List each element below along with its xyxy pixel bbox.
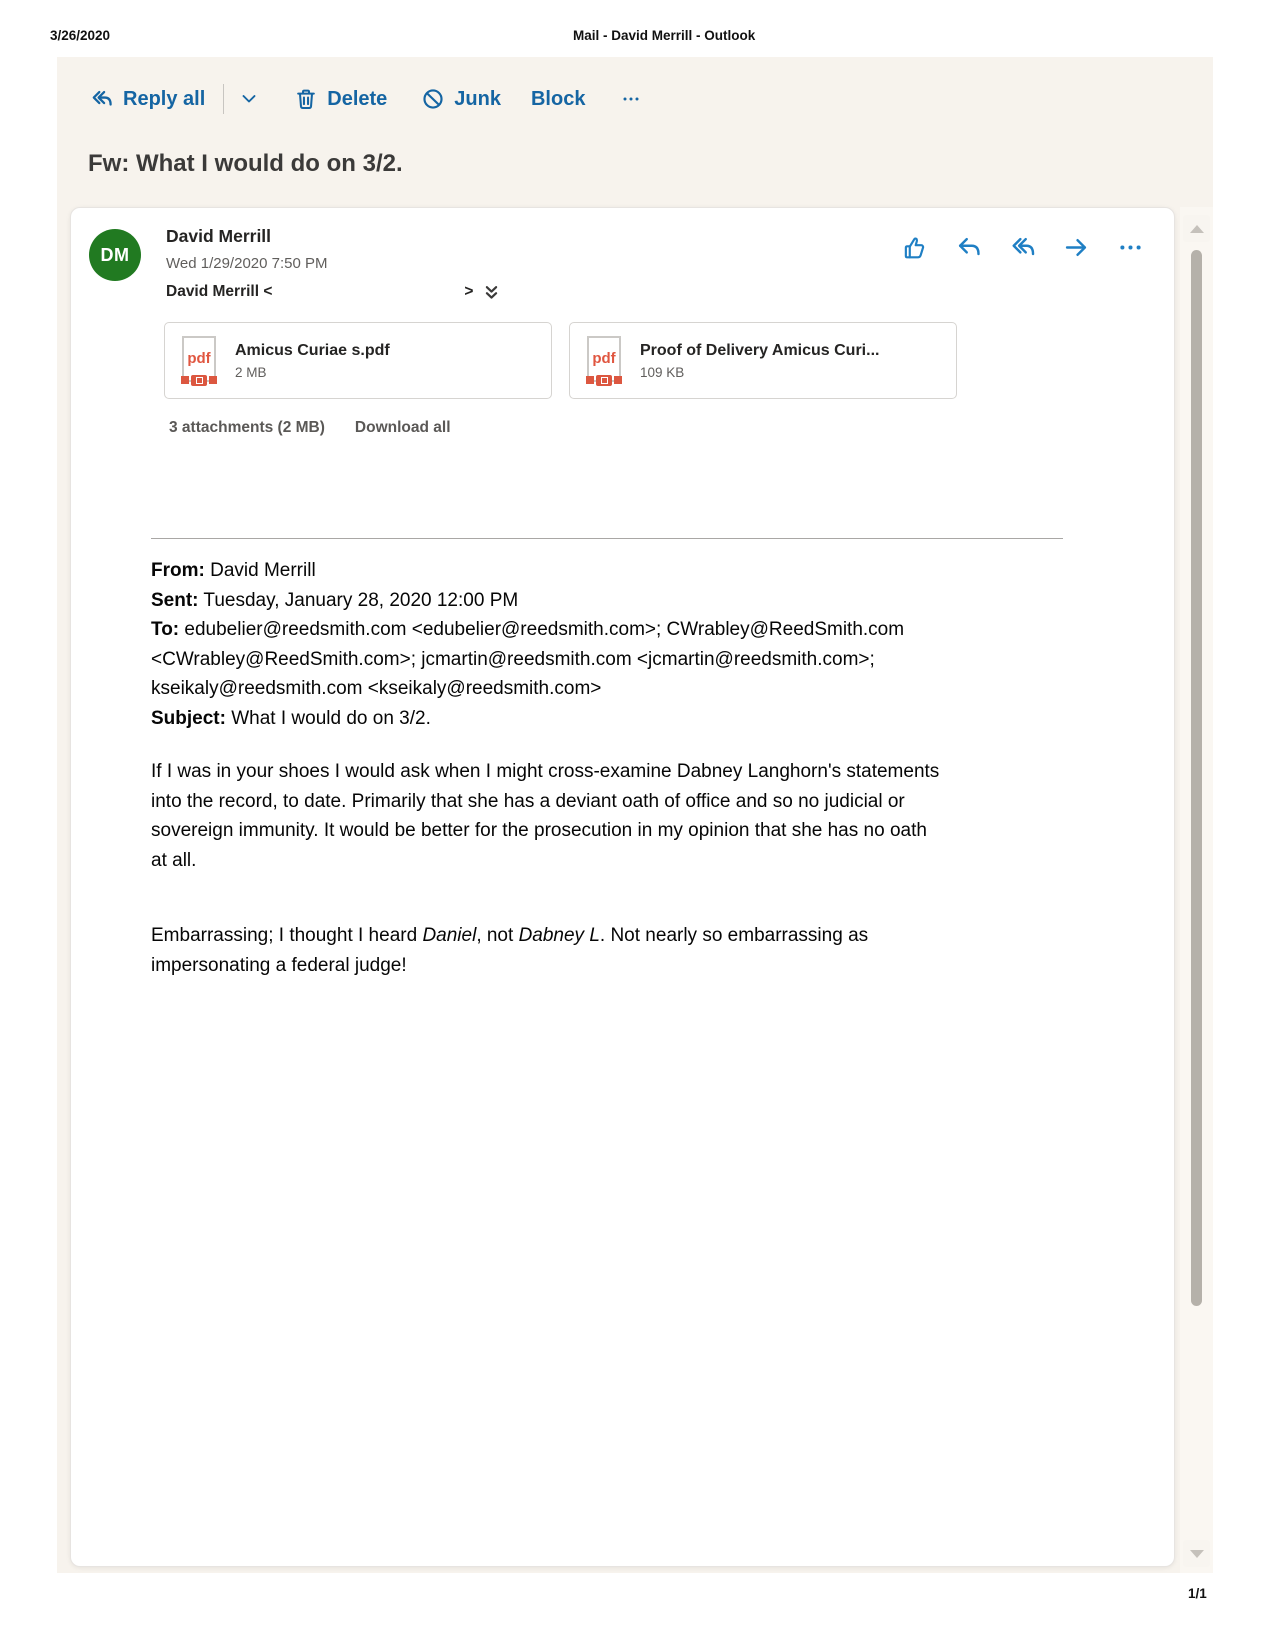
like-button[interactable] xyxy=(901,234,928,264)
recipient-prefix: David Merrill < xyxy=(166,283,273,300)
toolbar-divider xyxy=(223,84,224,114)
expand-details-double-chevron-icon[interactable] xyxy=(482,284,501,301)
trash-icon xyxy=(294,87,318,111)
sent-datetime: Wed 1/29/2020 7:50 PM xyxy=(166,255,328,272)
scrollbar-thumb[interactable] xyxy=(1191,250,1202,1306)
reply-all-icon xyxy=(1009,234,1036,264)
scrollbar[interactable] xyxy=(1180,207,1213,1573)
reply-all-icon xyxy=(88,87,114,111)
reply-all-label: Reply all xyxy=(123,87,206,110)
download-all-link[interactable]: Download all xyxy=(354,419,451,436)
block-button[interactable] xyxy=(531,88,585,111)
delete-label: Delete xyxy=(327,87,388,110)
junk-label: Junk xyxy=(454,87,501,110)
to-line: To: edubelier@reedsmith.com <edubelier@reedsmith.com>; CWrabley@ReedSmith.com xyxy=(151,619,905,640)
attachment-size: 2 MB xyxy=(235,364,267,380)
email-message-card xyxy=(70,207,1175,1567)
email-subject-heading: Fw: What I would do on 3/2. xyxy=(88,150,403,177)
triangle-down-icon xyxy=(1190,1550,1204,1558)
forward-button[interactable] xyxy=(1063,234,1090,264)
print-footer-page-number: 1/1 xyxy=(1188,1586,1207,1601)
reply-button[interactable] xyxy=(955,234,982,264)
quoted-header-block xyxy=(151,556,1063,733)
recipient-suffix: > xyxy=(464,283,474,300)
blocked-circle-icon xyxy=(421,87,445,111)
reply-icon xyxy=(955,234,982,264)
reply-all-button-card[interactable] xyxy=(1009,234,1036,264)
delete-button[interactable] xyxy=(294,87,387,111)
recipient-line xyxy=(166,283,501,301)
print-header-date: 3/26/2020 xyxy=(50,28,111,43)
reply-all-button[interactable] xyxy=(88,87,205,111)
message-action-icons xyxy=(901,234,1144,264)
subject-line: Subject: What I would do on 3/2. xyxy=(151,707,431,729)
email-body xyxy=(151,538,1063,980)
chevron-down-icon xyxy=(238,89,260,109)
forward-icon xyxy=(1063,234,1090,264)
reply-options-dropdown[interactable] xyxy=(238,89,260,109)
attachment-card[interactable] xyxy=(569,322,957,399)
to-line: kseikaly@reedsmith.com <kseikaly@reedsmith.com> xyxy=(151,678,602,699)
sender-name: David Merrill xyxy=(166,226,272,246)
junk-button[interactable] xyxy=(421,87,501,111)
mail-reading-pane xyxy=(57,57,1213,1573)
body-paragraph: If I was in your shoes I would ask when I might cross-examine Dabney Langhorn's statements into the record, to date. Primarily that she has a deviant oath of office and so no judicial or sovereign immunity. It would be better for the prosecution in my opinion that she has no oath at all. xyxy=(151,761,940,871)
body-paragraph: Embarrassing; I thought I heard Daniel, not Dabney L. Not nearly so embarrassing as impersonating a federal judge! xyxy=(151,925,869,976)
like-thumbs-up-icon xyxy=(901,234,928,264)
scroll-down-arrow[interactable] xyxy=(1183,1540,1210,1567)
avatar-initials: DM xyxy=(100,244,130,265)
toolbar-more-button[interactable] xyxy=(619,89,643,109)
block-label: Block xyxy=(530,87,586,110)
attachments-row xyxy=(164,322,957,399)
pdf-file-icon: pdf xyxy=(584,336,624,386)
mail-toolbar xyxy=(88,75,643,123)
sent-line: Sent: Tuesday, January 28, 2020 12:00 PM xyxy=(151,589,519,611)
more-ellipsis-icon xyxy=(1117,234,1144,264)
quoted-message-divider xyxy=(151,538,1063,539)
sender-avatar[interactable] xyxy=(89,229,141,281)
to-line: <CWrabley@ReedSmith.com>; jcmartin@reedsmith.com <jcmartin@reedsmith.com>; xyxy=(151,648,875,670)
attachment-card[interactable] xyxy=(164,322,552,399)
attachment-name: Proof of Delivery Amicus Curi... xyxy=(640,341,880,359)
more-ellipsis-icon xyxy=(619,89,643,109)
print-header-title: Mail - David Merrill - Outlook xyxy=(573,28,756,43)
triangle-up-icon xyxy=(1190,225,1204,233)
attachment-name: Amicus Curiae s.pdf xyxy=(235,341,390,359)
attachment-size: 109 KB xyxy=(640,364,685,380)
from-line: From: David Merrill xyxy=(151,560,316,581)
pdf-file-icon: pdf xyxy=(179,336,219,386)
attachments-summary: 3 attachments (2 MB) xyxy=(169,419,325,436)
message-more-button[interactable] xyxy=(1117,234,1144,264)
scroll-up-arrow[interactable] xyxy=(1183,215,1210,242)
